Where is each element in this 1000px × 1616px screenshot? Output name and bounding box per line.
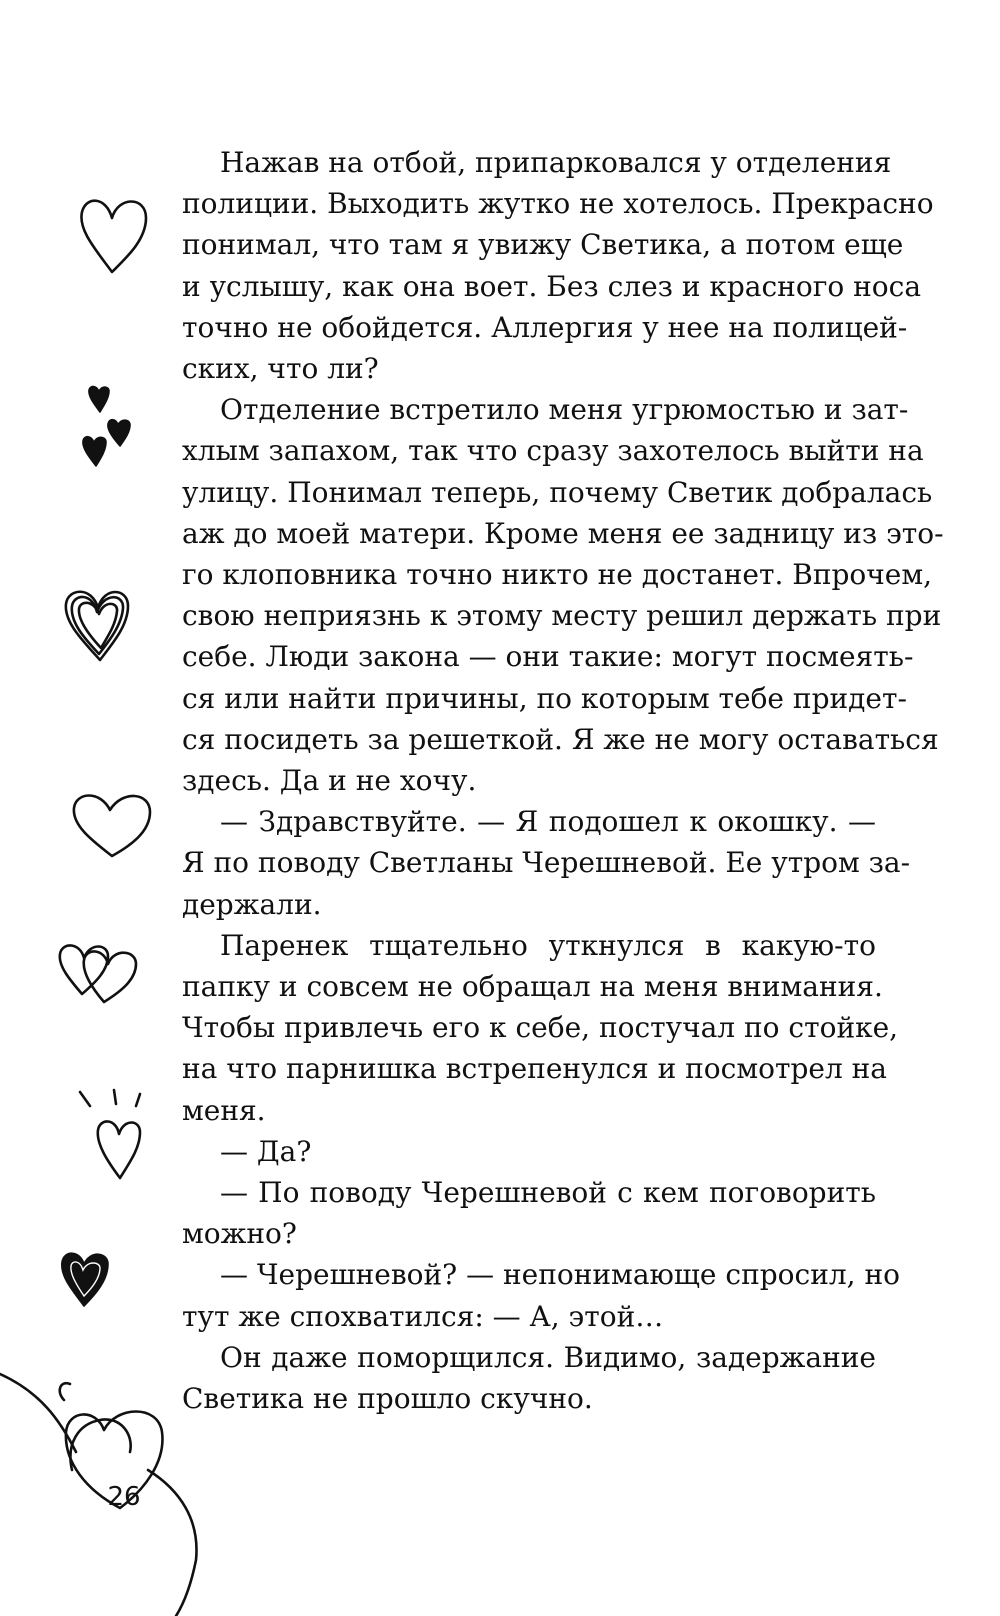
text-line: точно не обойдется. Аллергия у нее на полицей-	[182, 310, 908, 344]
body-text	[182, 142, 944, 1419]
text-line: — Черешневой? — непонимающе спросил, но	[220, 1258, 900, 1292]
text-line: меня.	[182, 1093, 266, 1127]
text-line: Нажав на отбой, припарковался у отделения	[220, 146, 892, 179]
text-line: свою неприязнь к этому месту решил держать при	[182, 599, 942, 633]
text-line: Чтобы привлечь его к себе, постучал по стойке,	[182, 1011, 899, 1045]
text-line: Я по поводу Светланы Черешневой. Ее утром за-	[182, 846, 911, 880]
text-line: ских, что ли?	[182, 352, 379, 386]
paragraph	[182, 925, 899, 1131]
text-line: здесь. Да и не хочу.	[182, 764, 477, 798]
text-line: улицу. Понимал теперь, почему Светик добралась	[182, 475, 933, 509]
heart-outline-icon	[74, 796, 150, 857]
paragraph	[182, 1131, 876, 1172]
text-line: полиции. Выходить жутко не хотелось. Прекрасно	[182, 187, 934, 221]
paragraph	[182, 1337, 876, 1419]
filled-heart-icon	[62, 1253, 108, 1306]
text-line: — Здравствуйте. — Я подошел к окошку. —	[220, 805, 876, 839]
paragraph	[182, 801, 911, 925]
text-line: Он даже поморщился. Видимо, задержание	[220, 1340, 876, 1374]
margin-doodles	[0, 0, 200, 1616]
text-line: и услышу, как она воет. Без слез и красного носа	[182, 269, 922, 303]
page-number: 26	[107, 1482, 141, 1512]
text-line: аж до моей матери. Кроме меня ее задницу из это-	[182, 516, 944, 550]
text-line: папку и совсем не обращал на меня внимания.	[182, 970, 883, 1004]
scribble-heart-icon	[66, 592, 128, 660]
text-line: хлым запахом, так что сразу захотелось выйти на	[182, 434, 924, 468]
double-heart-icon	[60, 945, 136, 1002]
text-line: Отделение встретило меня угрюмостью и зат-	[220, 393, 909, 427]
text-line: держали.	[182, 887, 322, 921]
text-line: ся посидеть за решеткой. Я же не могу оставаться	[182, 722, 939, 756]
text-line: Светика не прошло скучно.	[182, 1382, 593, 1416]
text-line: себе. Люди закона — они такие: могут посмеять-	[182, 640, 914, 674]
heart-outline-icon	[81, 201, 146, 272]
paragraph	[182, 1172, 876, 1254]
text-line: го клоповника точно никто не достанет. Впрочем,	[182, 558, 933, 592]
text-line: понимал, что там я увижу Светика, а потом еще	[182, 228, 904, 262]
text-line: — По поводу Черешневой с кем поговорить	[220, 1176, 876, 1210]
text-line: можно?	[182, 1217, 297, 1251]
text-line: ся или найти причины, по которым тебе придет-	[182, 681, 907, 715]
paragraph	[182, 389, 944, 801]
text-line: — Да?	[220, 1134, 312, 1168]
text-line: Паренек тщательно уткнулся в какую-то	[220, 928, 876, 962]
heart-with-rays-icon	[80, 1090, 140, 1178]
text-line: тут же спохватился: — А, этой…	[182, 1299, 664, 1333]
small-hearts-cluster-icon	[83, 386, 130, 466]
corner-hearts-swirl-icon	[0, 1374, 197, 1616]
paragraph	[182, 142, 934, 389]
paragraph	[182, 1254, 900, 1336]
text-line: на что парнишка встрепенулся и посмотрел на	[182, 1052, 888, 1086]
